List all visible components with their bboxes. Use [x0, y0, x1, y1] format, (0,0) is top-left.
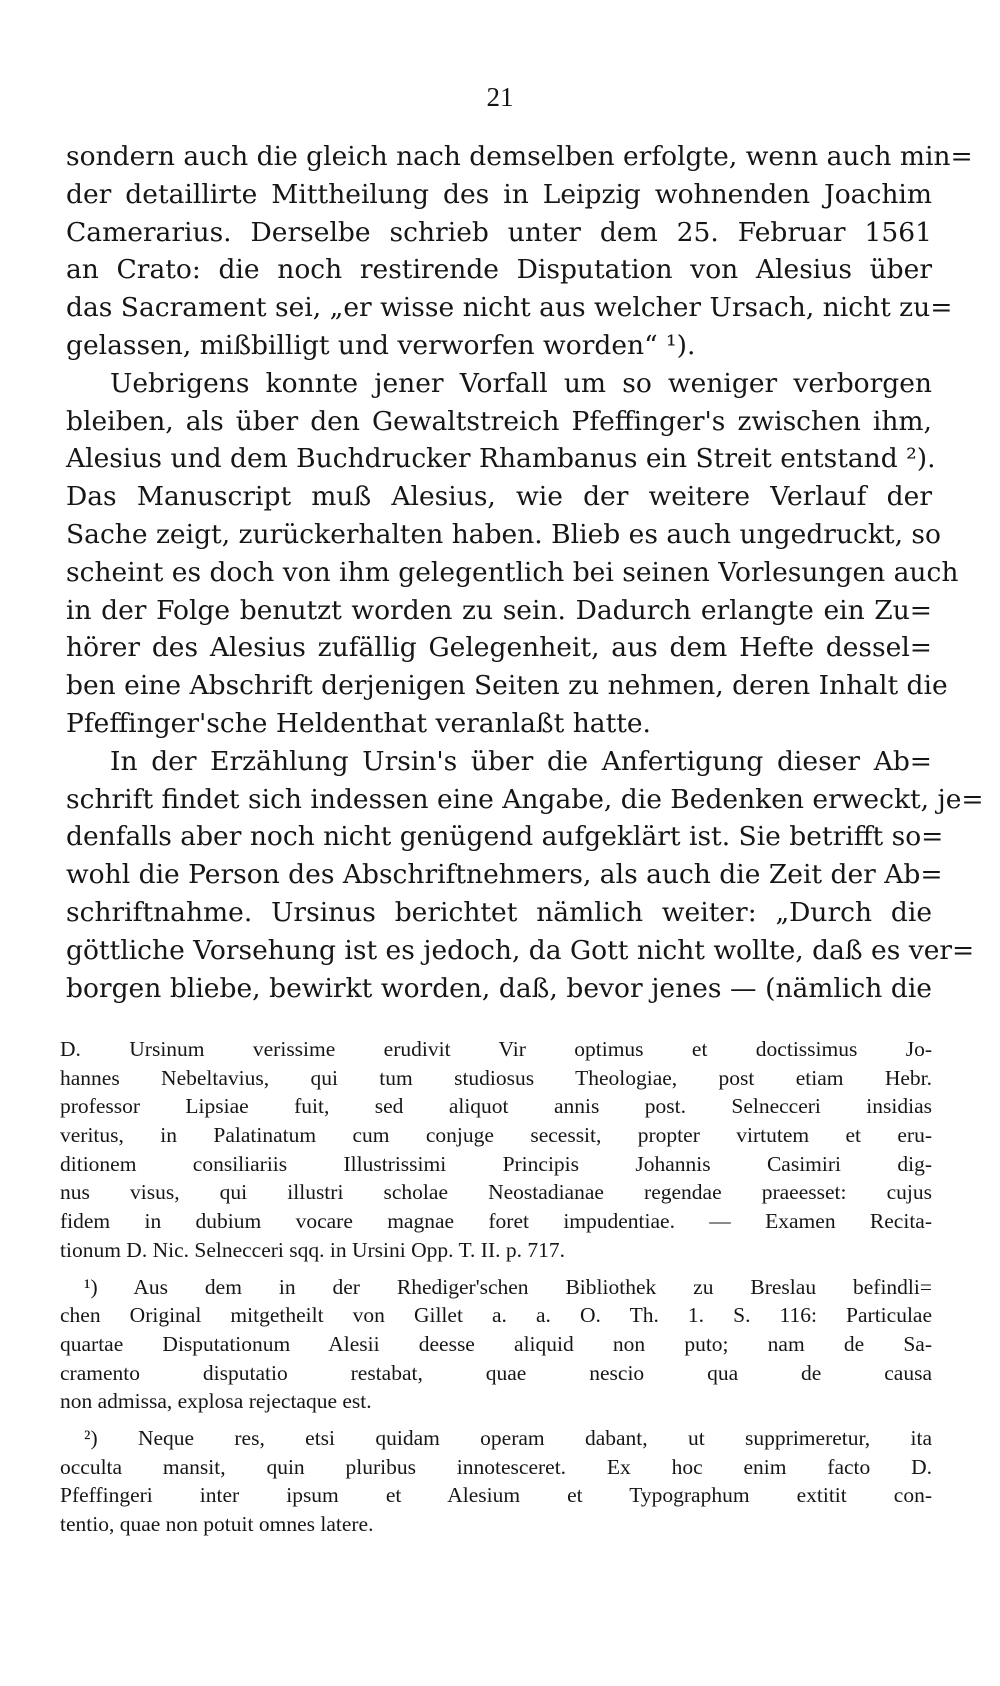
footnote-2-line: occulta mansit, quin pluribus innotesceret. Ex hoc enim facto D. — [60, 1454, 932, 1479]
text-line: schrift findet sich indessen eine Angabe, die Bedenken erweckt, je= — [66, 783, 984, 815]
text-line: an Crato: die noch restirende Disputation von Alesius über — [66, 254, 932, 286]
text-line: In der Erzählung Ursin's über die Anfertigung dieser Ab= — [110, 745, 932, 777]
text-line: Alesius und dem Buchdrucker Rhambanus ein Streit entstand ²). — [66, 443, 936, 475]
footnote-line: ditionem consiliariis Illustrissimi Principis Johannis Casimiri dig- — [60, 1151, 932, 1176]
main-text — [66, 138, 984, 1007]
text-line: das Sacrament sei, „er wisse nicht aus welcher Ursach, nicht zu= — [66, 292, 953, 324]
footnote-line: D. Ursinum verissime erudivit Vir optimus et doctissimus Jo- — [60, 1037, 932, 1061]
text-line: schriftnahme. Ursinus berichtet nämlich weiter: „Durch die — [66, 896, 932, 928]
text-line: Pfeffinger'sche Heldenthat veranlaßt hatte. — [66, 707, 651, 739]
footnote-1-line: ¹) Aus dem in der Rhediger'schen Bibliothek zu Breslau befindli= — [84, 1274, 932, 1299]
text-line: sondern auch die gleich nach demselben erfolgte, wenn auch min= — [66, 141, 973, 172]
footnote-1-line: non admissa, explosa rejectaque est. — [60, 1389, 372, 1414]
footnote-2-line: ²) Neque res, etsi quidam operam dabant, ut supprimeretur, ita — [84, 1425, 932, 1450]
text-line: Camerarius. Derselbe schrieb unter dem 25. Februar 1561 — [66, 216, 932, 248]
footnote-1-line: quartae Disputationum Alesii deesse aliquid non puto; nam de Sa- — [60, 1331, 932, 1356]
footnote-2-line: tentio, quae non potuit omnes latere. — [60, 1512, 374, 1536]
text-line: Uebrigens konnte jener Vorfall um so weniger verborgen — [110, 367, 932, 399]
text-line: in der Folge benutzt worden zu sein. Dadurch erlangte ein Zu= — [66, 594, 932, 626]
text-line: wohl die Person des Abschriftnehmers, als auch die Zeit der Ab= — [66, 859, 943, 891]
footnote-line: hannes Nebeltavius, qui tum studiosus Theologiae, post etiam Hebr. — [60, 1065, 932, 1090]
footnote-line: fidem in dubium vocare magnae foret impudentiae. — Examen Recita- — [60, 1209, 932, 1234]
text-line: bleiben, als über den Gewaltstreich Pfeffinger's zwischen ihm, — [66, 405, 932, 437]
footnote-line: tionum D. Nic. Selnecceri sqq. in Ursini Opp. T. II. p. 717. — [60, 1237, 565, 1262]
text-line: denfalls aber noch nicht genügend aufgeklärt ist. Sie betrifft so= — [66, 821, 944, 853]
footnote-line: nus visus, qui illustri scholae Neostadianae regendae praeesset: cujus — [60, 1180, 932, 1205]
text-line: Das Manuscript muß Alesius, wie der weitere Verlauf der — [66, 481, 932, 513]
text-line: ben eine Abschrift derjenigen Seiten zu nehmen, deren Inhalt die — [66, 670, 948, 702]
footnote-2-line: Pfeffingeri inter ipsum et Alesium et Typographum extitit con- — [60, 1483, 932, 1508]
text-line: göttliche Vorsehung ist es jedoch, da Gott nicht wollte, daß es ver= — [66, 934, 975, 966]
footnote-line: veritus, in Palatinatum cum conjuge secessit, propter virtutem et eru- — [60, 1123, 932, 1148]
text-line: borgen bliebe, bewirkt worden, daß, bevor jenes — (nämlich die — [66, 972, 932, 1004]
footnote-1-line: cramento disputatio restabat, quae nescio qua de causa — [60, 1360, 932, 1385]
footnote-line: professor Lipsiae fuit, sed aliquot annis post. Selnecceri insidias — [60, 1094, 932, 1119]
text-line: scheint es doch von ihm gelegentlich bei seinen Vorlesungen auch — [66, 556, 959, 588]
footnote-1-line: chen Original mitgetheilt von Gillet a. a. O. Th. 1. S. 116: Particulae — [60, 1303, 932, 1328]
text-line: Sache zeigt, zurückerhalten haben. Blieb es auch ungedruckt, so — [66, 518, 941, 550]
text-line: gelassen, mißbilligt und verworfen worden“ ¹). — [66, 329, 696, 361]
footnotes — [60, 1035, 932, 1539]
text-line: hörer des Alesius zufällig Gelegenheit, aus dem Hefte dessel= — [66, 632, 932, 664]
text-line: der detaillirte Mittheilung des in Leipzig wohnenden Joachim — [66, 178, 932, 210]
page-number: 21 — [486, 82, 514, 112]
